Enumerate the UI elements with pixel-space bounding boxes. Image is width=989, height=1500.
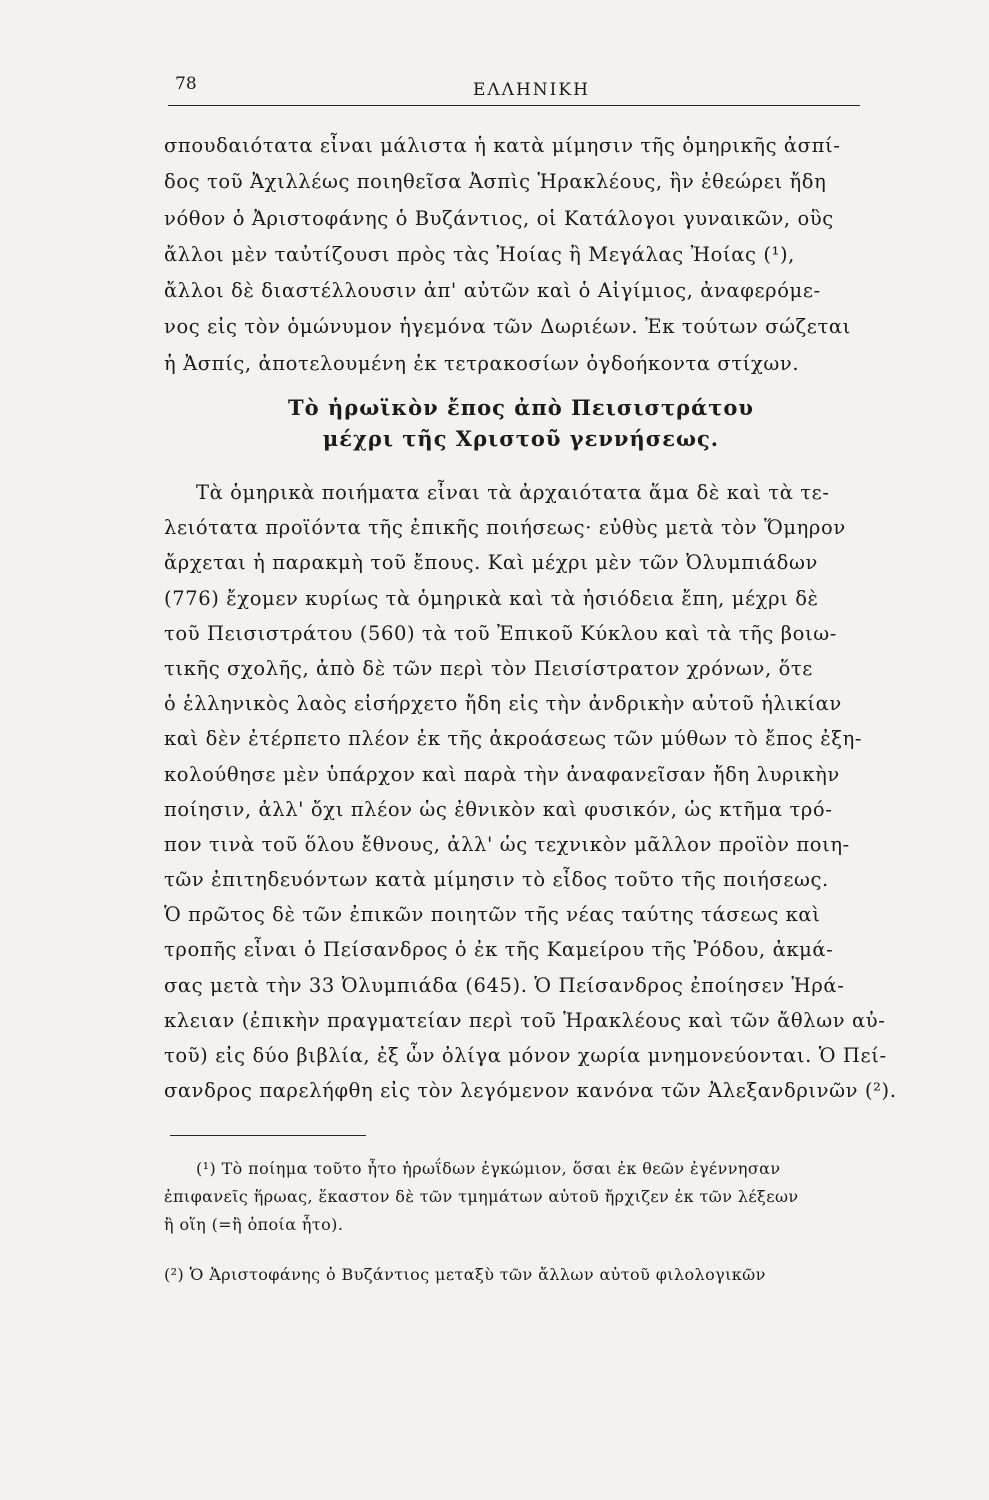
footnotes [164, 1155, 878, 1289]
text-line: ποίησιν, ἀλλ' ὄχι πλέον ὡς ἐθνικὸν καὶ φυσικόν, ὡς κτῆμα τρό- [164, 797, 833, 821]
text-line: καὶ δὲν ἐτέρπετο πλέον ἐκ τῆς ἀκροάσεως τῶν μύθων τὸ ἔπος ἐξη- [164, 727, 863, 751]
text-line: κολούθησε μὲν ὑπάρχον καὶ παρὰ τὴν ἀναφανεῖσαν ἤδη λυρικὴν [164, 762, 840, 786]
heading-line: Τὸ ἡρωϊκὸν ἔπος ἀπὸ Πεισιστράτου [288, 395, 754, 420]
text-line: τροπῆς εἶναι ὁ Πείσανδρος ὁ ἐκ τῆς Καμείρου τῆς Ῥόδου, ἀκμά- [164, 938, 834, 962]
text-line: ἄλλοι δὲ διαστέλλουσιν ἀπ' αὐτῶν καὶ ὁ Αἰγίμιος, ἀναφερόμε- [164, 279, 821, 303]
footnote-line: ἐπιφανεῖς ἥρωας, ἕκαστον δὲ τῶν τμημάτων αὐτοῦ ἤρχιζεν ἐκ τῶν λέξεων [164, 1187, 799, 1206]
text-line: ἄλλοι μὲν ταὐτίζουσι πρὸς τὰς Ἠοίας ἢ Μεγάλας Ἠοίας (¹), [164, 242, 795, 266]
text-line: νόθον ὁ Ἀριστοφάνης ὁ Βυζάντιος, οἱ Κατάλογοι γυναικῶν, οὓς [164, 206, 834, 230]
running-title: ΕΛΛΗΝΙΚΗ [473, 80, 590, 100]
text-line: (776) ἔχομεν κυρίως τὰ ὁμηρικὰ καὶ τὰ ἡσιόδεια ἔπη, μέχρι δὲ [164, 586, 819, 610]
footnote-2 [164, 1261, 878, 1289]
heading-line: μέχρι τῆς Χριστοῦ γεννήσεως. [322, 426, 720, 451]
text-line: σανδρος παρελήφθη εἰς τὸν λεγόμενον κανόνα τῶν Ἀλεξανδρινῶν (²). [164, 1079, 897, 1103]
text-line: κλειαν (ἐπικὴν πραγματείαν περὶ τοῦ Ἡρακλέους καὶ τῶν ἄθλων αὐ- [164, 1008, 886, 1032]
header-rule [168, 105, 860, 106]
text-line: τῶν ἐπιτηδευόντων κατὰ μίμησιν τὸ εἶδος τοῦτο τῆς ποιήσεως. [164, 868, 829, 892]
section-heading [164, 392, 878, 454]
footnote-rule [170, 1135, 366, 1136]
paragraph-2 [164, 475, 897, 1108]
text-line: ἡ Ἀσπίς, ἀποτελουμένη ἐκ τετρακοσίων ὀγδοήκοντα στίχων. [164, 351, 800, 375]
text-line: σπουδαιότατα εἶναι μάλιστα ἡ κατὰ μίμησιν τῆς ὁμηρικῆς ἀσπί- [164, 134, 841, 157]
page-number: 78 [175, 74, 197, 94]
text-line: πον τινὰ τοῦ ὅλου ἔθνους, ἀλλ' ὡς τεχνικὸν μᾶλλον προϊὸν ποιη- [164, 832, 850, 856]
text-line: λειότατα προϊόντα τῆς ἐπικῆς ποιήσεως· εὐθὺς μετὰ τὸν Ὅμηρον [164, 516, 846, 540]
text-line: Τὰ ὁμηρικὰ ποιήματα εἶναι τὰ ἀρχαιότατα ἅμα δὲ καὶ τὰ τε- [196, 481, 830, 504]
footnote-gap [164, 1239, 878, 1261]
text-line: τοῦ Πεισιστράτου (560) τὰ τοῦ Ἐπικοῦ Κύκλου καὶ τὰ τῆς βοιω- [164, 621, 837, 645]
footnote-line: (¹) Τὸ ποίημα τοῦτο ἦτο ἡρωΐδων ἐγκώμιον, ὅσαι ἐκ θεῶν ἐγέννησαν [196, 1159, 781, 1178]
page-header [165, 74, 865, 104]
text-line: ἄρχεται ἡ παρακμὴ τοῦ ἔπους. Καὶ μέχρι μὲν τῶν Ὀλυμπιάδων [164, 551, 818, 575]
text-line: Ὁ πρῶτος δὲ τῶν ἐπικῶν ποιητῶν τῆς νέας ταύτης τάσεως καὶ [164, 903, 821, 927]
footnote-1 [164, 1155, 878, 1239]
text-line: τικῆς σχολῆς, ἀπὸ δὲ τῶν περὶ τὸν Πεισίστρατον χρόνων, ὅτε [164, 656, 814, 680]
text-line: δος τοῦ Ἀχιλλέως ποιηθεῖσα Ἀσπὶς Ἡρακλέους, ἣν ἐθεώρει ἤδη [164, 170, 827, 194]
text-line: τοῦ) εἰς δύο βιβλία, ἐξ ὧν ὀλίγα μόνον χωρία μνημονεύονται. Ὁ Πεί- [164, 1044, 887, 1067]
footnote-line: (²) Ὁ Ἀριστοφάνης ὁ Βυζάντιος μεταξὺ τῶν ἄλλων αὐτοῦ φιλολογικῶν [164, 1265, 766, 1284]
text-line: ὁ ἑλληνικὸς λαὸς εἰσήρχετο ἤδη εἰς τὴν ἀνδρικὴν αὐτοῦ ἡλικίαν [164, 692, 842, 716]
text-line: σας μετὰ τὴν 33 Ὀλυμπιάδα (645). Ὁ Πείσανδρος ἐποίησεν Ἡρά- [164, 973, 845, 997]
footnote-line: ἢ οἵη (=ἢ ὁποία ἦτο). [164, 1215, 344, 1234]
paragraph-1 [164, 128, 878, 382]
text-line: νος εἰς τὸν ὁμώνυμον ἡγεμόνα τῶν Δωριέων. Ἐκ τούτων σώζεται [164, 315, 851, 339]
